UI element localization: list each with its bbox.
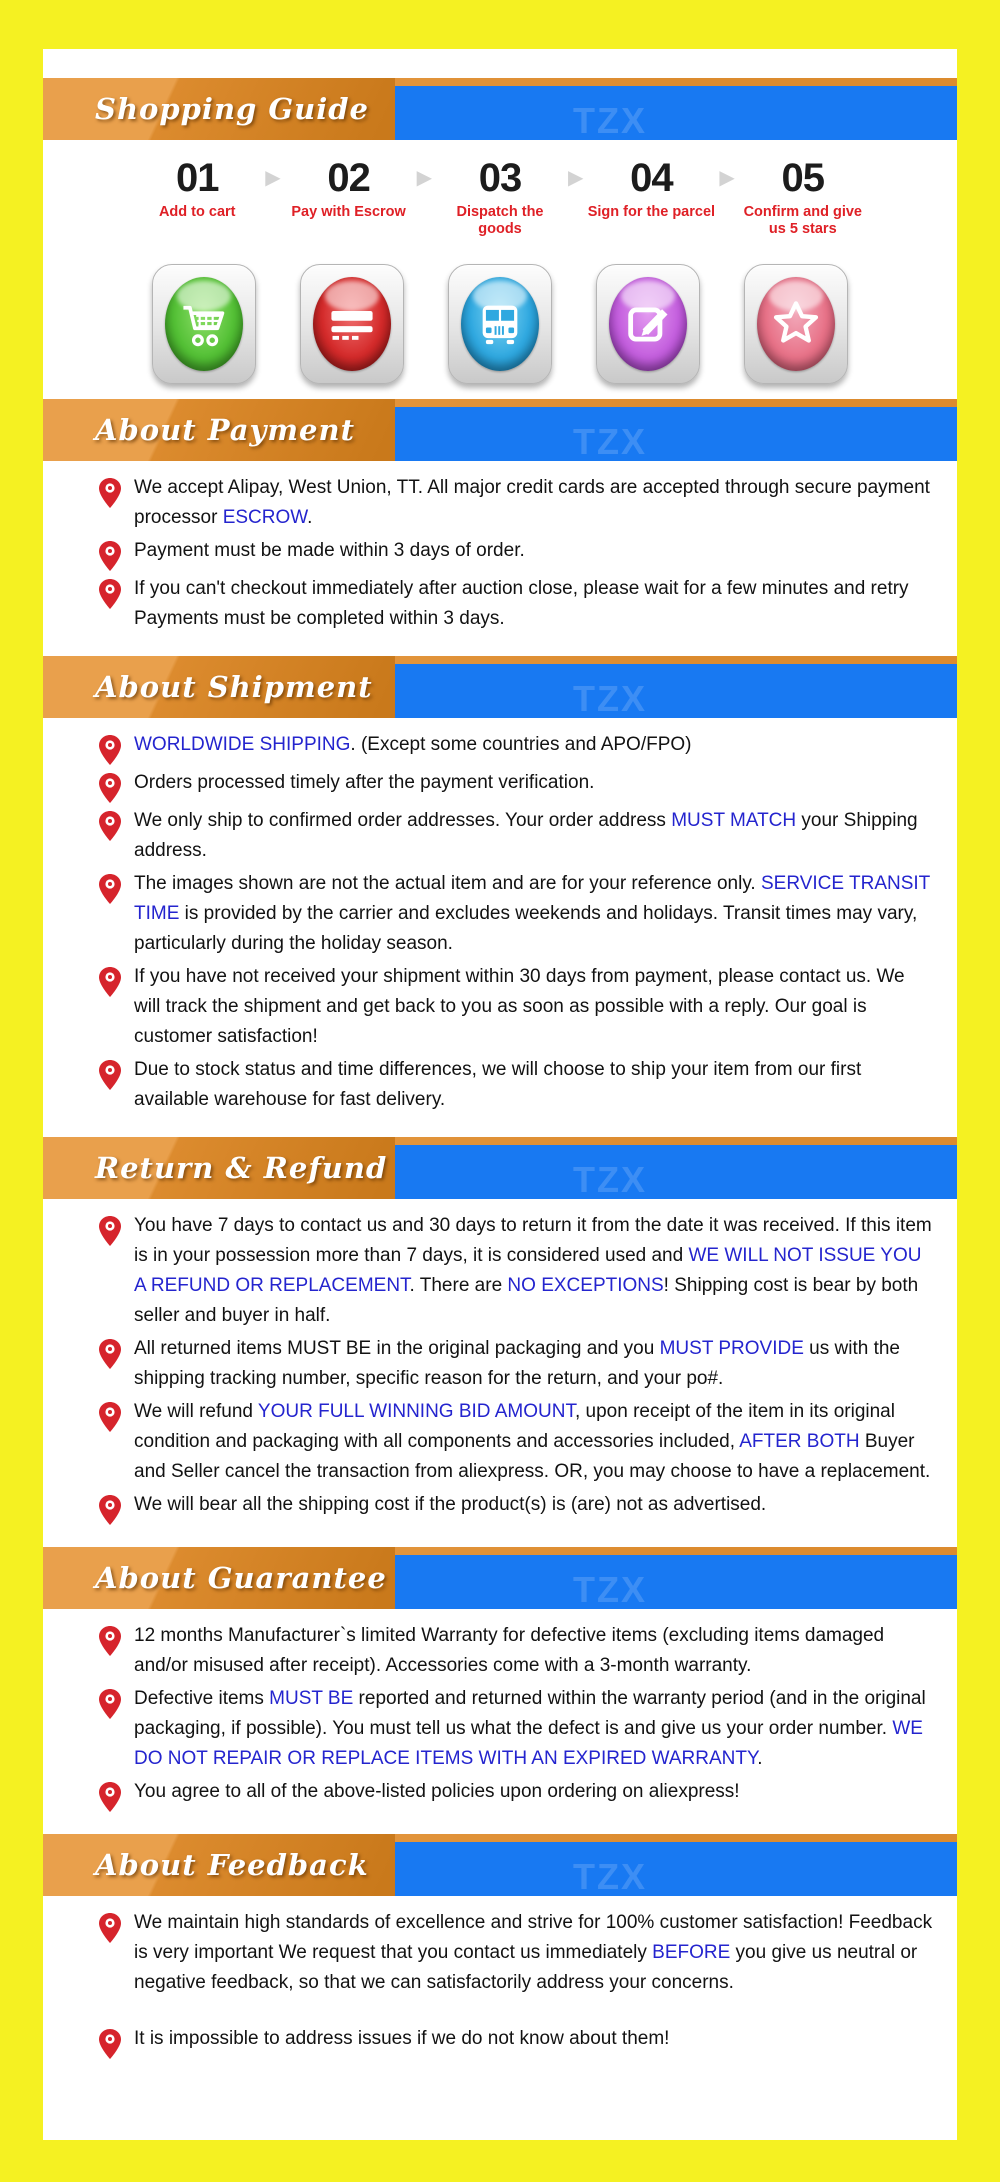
bullet-item <box>99 768 933 803</box>
location-pin-icon <box>99 874 121 904</box>
step-03 <box>436 156 564 238</box>
step-number: 02 <box>327 156 370 200</box>
watermark-text: TZX <box>573 1569 647 1610</box>
plain-text: Defective items <box>134 1688 270 1709</box>
bullet-text <box>134 768 594 798</box>
plain-text: We will bear all the shipping cost if the product(s) is (are) not as advertised. <box>134 1494 767 1515</box>
plain-text: us with the shipping tracking number, specific reason for the return, and your po#. <box>134 1338 900 1389</box>
credit-card-button[interactable] <box>300 264 404 384</box>
step-label: Confirm and give us 5 stars <box>743 204 862 237</box>
star-button[interactable] <box>744 264 848 384</box>
location-pin-icon <box>99 1495 121 1525</box>
plain-text: It is impossible to address issues if we do not know about them! <box>134 2028 670 2049</box>
step-label: Add to cart <box>158 204 236 220</box>
plain-text: reported and returned within the warranty period (and in the original packaging, if possible). You must tell us what the defect is and give us your order number. <box>134 1688 926 1739</box>
location-pin-icon <box>99 1339 121 1369</box>
bullet-text <box>134 1055 933 1115</box>
emphasized-text: MUST PROVIDE <box>659 1338 804 1359</box>
banner-blue-bar <box>395 1145 957 1199</box>
watermark-text: TZX <box>573 1856 647 1897</box>
bullet-item <box>99 1490 933 1525</box>
banner-blue-bar <box>395 1555 957 1609</box>
plain-text: , upon receipt of the item in its original condition and packaging with all components and accessories included, <box>134 1401 895 1452</box>
step-02 <box>285 156 413 221</box>
emphasized-text: WE DO NOT REPAIR OR REPLACE ITEMS WITH AN EXPIRED WARRANTY <box>134 1718 923 1769</box>
location-pin-icon <box>99 579 121 609</box>
banner-ribbon <box>43 1547 395 1609</box>
plain-text: We will refund <box>134 1401 258 1422</box>
banner-blue-bar <box>395 86 957 140</box>
location-pin-icon <box>99 1402 121 1432</box>
bullet-text <box>134 730 692 760</box>
section-title: Return & Refund <box>95 1151 388 1185</box>
bullet-item <box>99 1777 933 1812</box>
emphasized-text: MUST BE <box>269 1688 354 1709</box>
bullet-list <box>43 1199 957 1534</box>
bullet-item <box>99 962 933 1052</box>
location-pin-icon <box>99 1782 121 1812</box>
banner-ribbon <box>43 1137 395 1199</box>
plain-text: If you can't checkout immediately after auction close, please wait for a few minutes and retry Payments must be completed within 3 days. <box>134 578 909 629</box>
order-steps-row <box>43 156 957 238</box>
bullet-text <box>134 1777 740 1807</box>
plain-text: The images shown are not the actual item and are for your reference only. <box>134 873 761 894</box>
plain-text: . (Except some countries and APO/FPO) <box>350 734 692 755</box>
plain-text: is provided by the carrier and excludes weekends and holidays. Transit times may vary, particularly during the holiday season. <box>134 903 918 954</box>
watermark-text: TZX <box>573 1159 647 1200</box>
banner-ribbon <box>43 656 395 718</box>
bullet-item <box>99 806 933 866</box>
location-pin-icon <box>99 773 121 803</box>
icon-orb <box>313 277 391 371</box>
watermark-text: TZX <box>573 678 647 719</box>
plain-text: ! Shipping cost is bear by both seller and buyer in half. <box>134 1275 919 1326</box>
plain-text: We maintain high standards of excellence and strive for 100% customer satisfaction! Feedback is very important We request that you contact us immediately <box>134 1912 933 1963</box>
location-pin-icon <box>99 735 121 765</box>
plain-text: 12 months Manufacturer`s limited Warranty for defective items (excluding items damaged and/or misused after receipt). Accessories come with a 3-month warranty. <box>134 1625 885 1676</box>
plain-text: Orders processed timely after the payment verification. <box>134 772 595 793</box>
bullet-item <box>99 1397 933 1487</box>
watermark-text: TZX <box>573 100 647 141</box>
bullet-item <box>99 1908 933 1998</box>
section-guarantee <box>43 1547 957 1821</box>
bullet-text <box>134 473 933 533</box>
location-pin-icon <box>99 2029 121 2059</box>
bullet-item <box>99 473 933 533</box>
emphasized-text: SERVICE TRANSIT TIME <box>134 873 930 924</box>
page-title: Shopping Guide <box>95 92 369 126</box>
step-label: Pay with Escrow <box>291 204 406 220</box>
bullet-list <box>43 461 957 643</box>
banner-blue-bar <box>395 664 957 718</box>
section-shipment <box>43 656 957 1124</box>
location-pin-icon <box>99 541 121 571</box>
location-pin-icon <box>99 1689 121 1719</box>
banner-blue-bar <box>395 1842 957 1896</box>
banner-blue-bar <box>395 407 957 461</box>
bullet-text <box>134 536 525 566</box>
section-banner-return-refund <box>43 1137 957 1199</box>
section-title: About Shipment <box>95 670 373 704</box>
bullet-text <box>134 1684 933 1774</box>
bullet-text <box>134 869 933 959</box>
bullet-item <box>99 1055 933 1115</box>
plain-text: . <box>307 507 313 528</box>
bullet-item <box>99 1684 933 1774</box>
bullet-item <box>99 869 933 959</box>
plain-text: All returned items MUST BE in the original packaging and you <box>134 1338 660 1359</box>
section-payment <box>43 399 957 643</box>
star-icon <box>770 298 822 350</box>
section-banner-payment <box>43 399 957 461</box>
location-pin-icon <box>99 1216 121 1246</box>
step-arrow-icon: ▶ <box>265 167 281 189</box>
step-number: 01 <box>175 156 219 200</box>
credit-card-icon <box>326 298 378 350</box>
emphasized-text: AFTER BOTH <box>739 1431 860 1452</box>
location-pin-icon <box>99 1060 121 1090</box>
bullet-text <box>134 1490 766 1520</box>
step-05 <box>739 156 867 238</box>
bullet-list <box>43 718 957 1124</box>
emphasized-text: NO EXCEPTIONS <box>507 1275 664 1296</box>
bullet-list <box>43 1896 957 2068</box>
emphasized-text: WORLDWIDE SHIPPING <box>134 734 351 755</box>
emphasized-text: ESCROW <box>222 507 308 528</box>
plain-text: We accept Alipay, West Union, TT. All major credit cards are accepted through secure payment processor <box>134 477 930 528</box>
location-pin-icon <box>99 1913 121 1943</box>
step-arrow-icon: ▶ <box>719 167 735 189</box>
section-banner-guarantee <box>43 1547 957 1609</box>
truck-icon <box>474 298 526 350</box>
location-pin-icon <box>99 478 121 508</box>
step-arrow-icon: ▶ <box>416 167 432 189</box>
plain-text: If you have not received your shipment within 30 days from payment, please contact us. We will track the shipment and get back to you as soon as possible with a reply. Our goal is customer satisfaction! <box>134 966 905 1047</box>
plain-text: Payment must be made within 3 days of order. <box>134 540 525 561</box>
location-pin-icon <box>99 967 121 997</box>
step-04 <box>587 156 715 221</box>
plain-text: You have 7 days to contact us and 30 days to return it from the date it was received. If this item is in your possession more than 7 days, it is considered used and <box>134 1215 932 1266</box>
bullet-text <box>134 1334 933 1394</box>
edit-icon <box>622 298 674 350</box>
bullet-text <box>134 574 933 634</box>
section-title: About Payment <box>95 413 355 447</box>
shopping-guide-panel <box>43 49 957 2140</box>
section-feedback <box>43 1834 957 2068</box>
section-title: About Guarantee <box>95 1561 387 1595</box>
emphasized-text: BEFORE <box>652 1942 731 1963</box>
policy-sections <box>43 399 957 2068</box>
icon-orb <box>461 277 539 371</box>
step-number: 03 <box>478 156 522 200</box>
step-label: Dispatch the goods <box>456 204 544 237</box>
plain-text: We only ship to confirmed order addresses. Your order address <box>134 810 672 831</box>
truck-button[interactable] <box>448 264 552 384</box>
emphasized-text: YOUR FULL WINNING BID AMOUNT <box>257 1401 575 1422</box>
section-return-refund <box>43 1137 957 1534</box>
bullet-item <box>99 2024 933 2059</box>
section-banner-feedback <box>43 1834 957 1896</box>
bullet-item <box>99 730 933 765</box>
plain-text: you give us neutral or negative feedback, so that we can satisfactorily address your concerns. <box>134 1942 918 1993</box>
cart-button[interactable] <box>152 264 256 384</box>
bullet-text <box>134 806 933 866</box>
banner-ribbon <box>43 399 395 461</box>
location-pin-icon <box>99 811 121 841</box>
banner-ribbon <box>43 1834 395 1896</box>
bullet-item <box>99 1334 933 1394</box>
icon-orb <box>757 277 835 371</box>
plain-text: You agree to all of the above-listed policies upon ordering on aliexpress! <box>134 1781 740 1802</box>
plain-text: . There are <box>409 1275 508 1296</box>
bullet-text <box>134 962 933 1052</box>
bullet-text <box>134 1211 933 1331</box>
banner-ribbon <box>43 78 395 140</box>
icon-orb <box>165 277 243 371</box>
edit-button[interactable] <box>596 264 700 384</box>
step-number: 05 <box>781 156 825 200</box>
bullet-text <box>134 1397 933 1487</box>
section-title: About Feedback <box>95 1848 369 1882</box>
plain-text: Due to stock status and time differences, we will choose to ship your item from our first available warehouse for fast delivery. <box>134 1059 862 1110</box>
bullet-item <box>99 574 933 634</box>
bullet-item <box>99 1211 933 1331</box>
location-pin-icon <box>99 1626 121 1656</box>
shopping-guide-banner <box>43 78 957 140</box>
step-arrow-icon: ▶ <box>568 167 584 189</box>
plain-text: . <box>757 1748 763 1769</box>
step-label: Sign for the parcel <box>587 204 716 220</box>
section-banner-shipment <box>43 656 957 718</box>
plain-text: Buyer and Seller cancel the transaction from aliexpress. OR, you may choose to have a replacement. <box>134 1431 931 1482</box>
plain-text: your Shipping address. <box>134 810 918 861</box>
bullet-text <box>134 2024 669 2054</box>
watermark-text: TZX <box>573 421 647 462</box>
bullet-item <box>99 1621 933 1681</box>
bullet-item <box>99 536 933 571</box>
bullet-text <box>134 1621 933 1681</box>
emphasized-text: MUST MATCH <box>671 810 797 831</box>
step-01 <box>133 156 261 221</box>
cart-icon <box>178 298 230 350</box>
step-icons-row <box>43 264 957 386</box>
bullet-text <box>134 1908 933 1998</box>
emphasized-text: WE WILL NOT ISSUE YOU A REFUND OR REPLACEMENT <box>134 1245 922 1296</box>
step-number: 04 <box>630 156 673 200</box>
bullet-list <box>43 1609 957 1821</box>
icon-orb <box>609 277 687 371</box>
